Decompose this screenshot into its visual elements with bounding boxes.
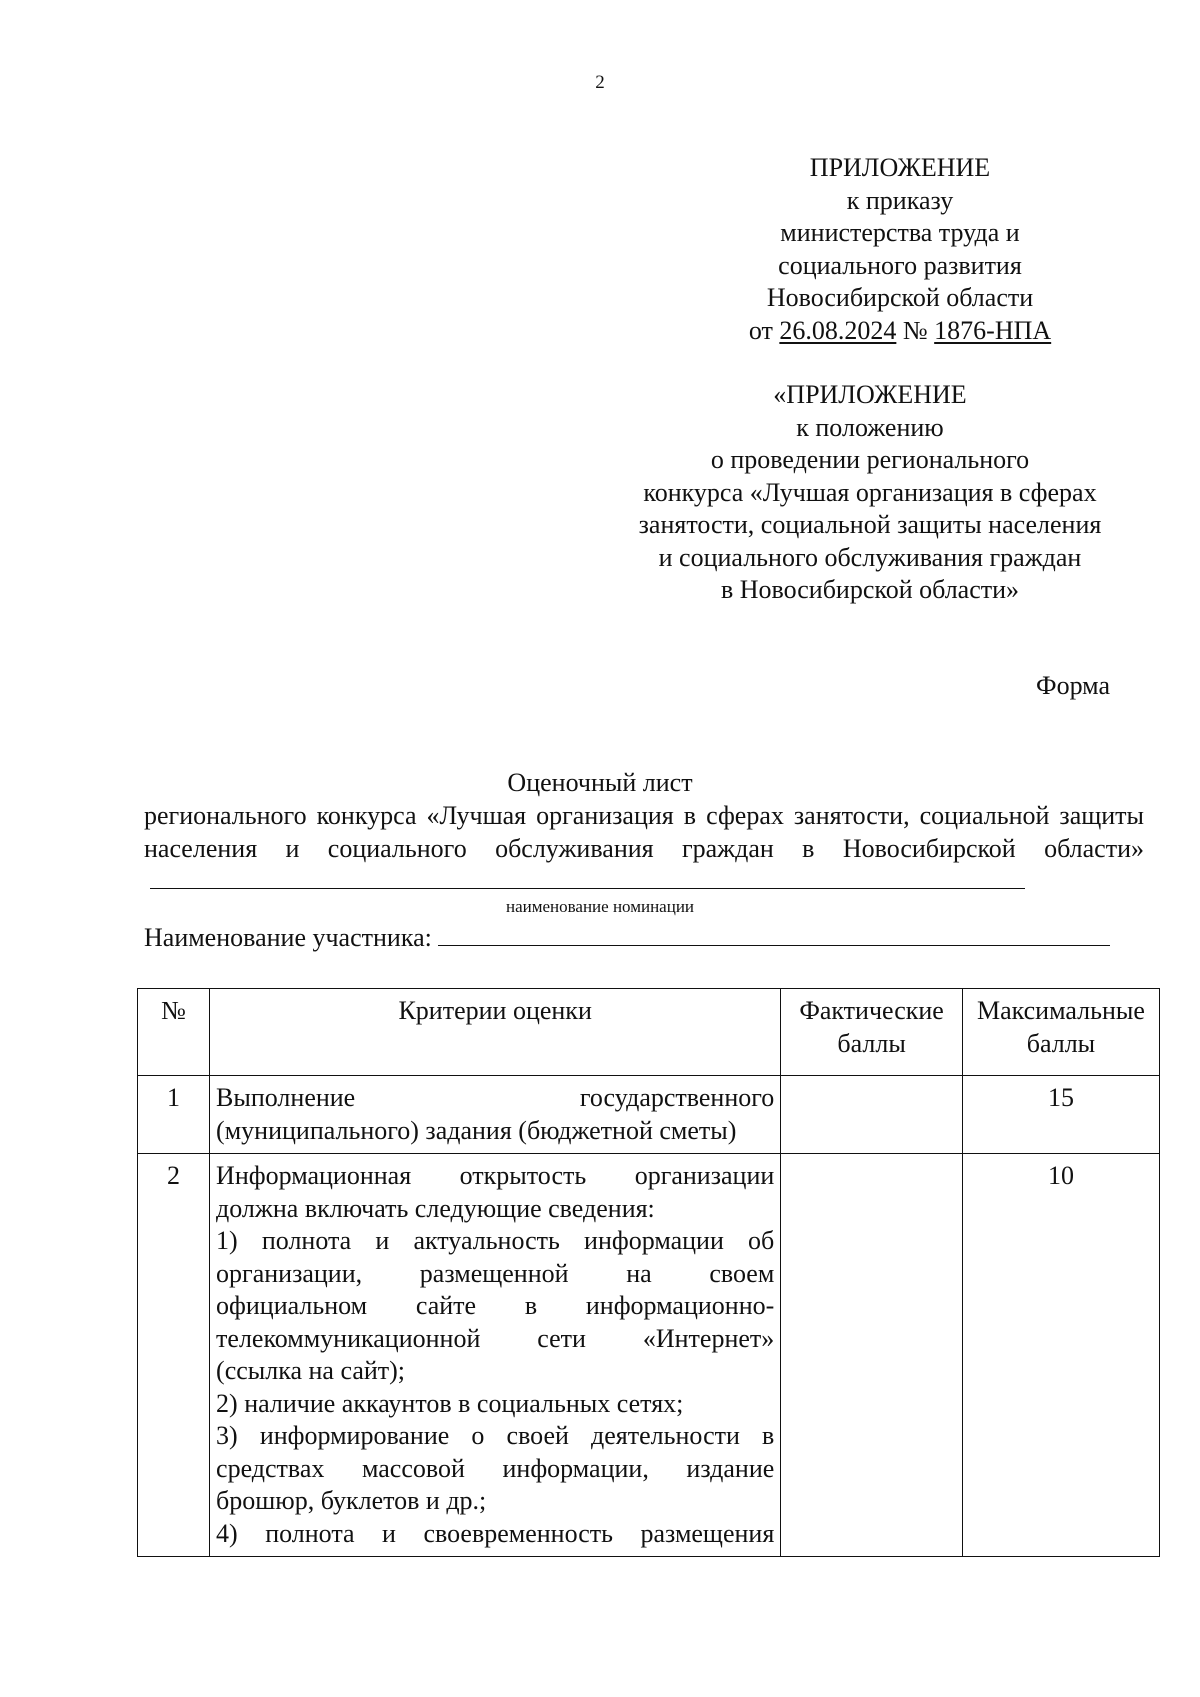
sheet-subtitle: [144, 800, 1144, 898]
table-row: [138, 1154, 1160, 1557]
participant-label: Наименование участника:: [144, 923, 432, 952]
date-prefix: от: [748, 315, 780, 345]
row-num: 2: [138, 1154, 210, 1557]
sheet-subtitle-text: регионального конкурса «Лучшая организация в сферах занятости, социальной защиты населения и социального обслуживания граждан в Новосибирской области»: [144, 801, 1144, 863]
row-max-score: 15: [962, 1076, 1159, 1154]
number-sign: №: [896, 315, 935, 345]
criteria-line: Информационная открытость организации: [216, 1161, 775, 1190]
nomination-caption: наименование номинации: [505, 897, 695, 916]
nomination-field[interactable]: [150, 866, 1025, 889]
appendix-regulation-line: о проведении регионального: [710, 445, 1030, 474]
participant-field[interactable]: [438, 923, 1110, 946]
appendix-order-line: социального развития: [778, 250, 1022, 280]
criteria-line: организации, размещенной на своем: [216, 1258, 775, 1288]
header-actual: Фактические баллы: [781, 989, 963, 1076]
participant-row: [144, 923, 1144, 953]
criteria-line: 2) наличие аккаунтов в социальных сетях;: [216, 1388, 684, 1418]
appendix-regulation-block: [620, 379, 1120, 607]
appendix-regulation-line: «ПРИЛОЖЕНИЕ: [773, 380, 967, 409]
criteria-table: [137, 988, 1160, 1557]
row-actual-score[interactable]: [781, 1154, 963, 1557]
order-date: 26.08.2024: [779, 315, 897, 345]
criteria-line: брошюр, буклетов и др.;: [216, 1486, 487, 1515]
appendix-order-date-line: [690, 315, 1110, 348]
order-number: 1876-НПА: [934, 315, 1052, 345]
header-max: Максимальные баллы: [962, 989, 1159, 1076]
row-actual-score[interactable]: [781, 1076, 963, 1154]
table-row: [138, 1076, 1160, 1154]
sheet-title: Оценочный лист: [507, 768, 693, 797]
appendix-regulation-line: занятости, социальной защиты населения: [638, 510, 1102, 539]
appendix-regulation-line: к положению: [796, 412, 944, 442]
row-max-score: 10: [962, 1154, 1159, 1557]
criteria-line: средствах массовой информации, издание: [216, 1453, 775, 1483]
criteria-line: официальном сайте в информационно-: [216, 1291, 775, 1320]
appendix-regulation-line: конкурса «Лучшая организация в сферах: [643, 477, 1097, 507]
appendix-order-line: к приказу: [846, 185, 954, 215]
criteria-line: (муниципального) задания (бюджетной сметы): [216, 1115, 737, 1145]
row-criteria: [210, 1076, 781, 1154]
page-number: 2: [595, 72, 605, 93]
appendix-order-line: ПРИЛОЖЕНИЕ: [809, 153, 991, 182]
criteria-line: Выполнение государственного: [216, 1083, 775, 1112]
header-num: №: [138, 989, 210, 1076]
criteria-line: 1) полнота и актуальность информации об: [216, 1226, 775, 1255]
criteria-line: телекоммуникационной сети «Интернет»: [216, 1323, 775, 1353]
criteria-line: 3) информирование о своей деятельности в: [216, 1421, 775, 1450]
appendix-order-line: Новосибирской области: [766, 283, 1034, 312]
table-header-row: [138, 989, 1160, 1076]
appendix-regulation-line: и социального обслуживания граждан: [658, 542, 1082, 572]
header-criteria: Критерии оценки: [210, 989, 781, 1076]
row-num: 1: [138, 1076, 210, 1154]
criteria-line: (ссылка на сайт);: [216, 1356, 406, 1385]
form-label: Форма: [1036, 671, 1110, 700]
appendix-order-block: [690, 152, 1110, 347]
appendix-regulation-line: в Новосибирской области»: [720, 575, 1020, 604]
row-criteria: [210, 1154, 781, 1557]
criteria-line: должна включать следующие сведения:: [216, 1193, 655, 1223]
criteria-line: 4) полнота и своевременность размещения: [216, 1518, 775, 1548]
appendix-order-line: министерства труда и: [780, 218, 1020, 247]
